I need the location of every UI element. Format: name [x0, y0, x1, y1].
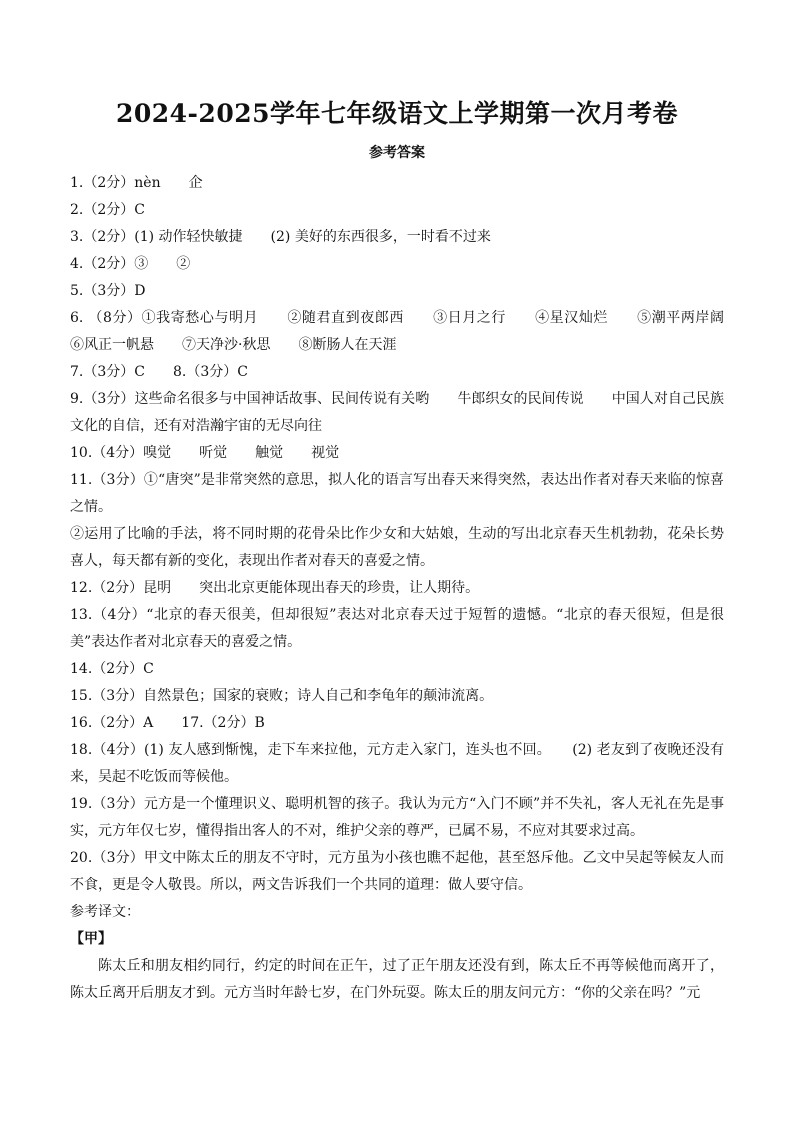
answer-5: 5.（3分）D [70, 283, 146, 299]
answer-16-17: 16.（2分）A 17.（2分）B [70, 715, 265, 731]
answer-18: 18.（4分）(1) 友人感到惭愧，走下车来拉他，元方走入家门，连头也不回。 (2) 老友到了夜晚还没有来，吴起不吃饭而等候他。 [70, 742, 724, 785]
answer-15: 15.（3分）自然景色；国家的衰败；诗人自己和李龟年的颠沛流离。 [70, 688, 494, 704]
answer-12: 12.（2分）昆明 突出北京更能体现出春天的珍贵，让人期待。 [70, 580, 480, 596]
answer-1: 1.（2分）nèn 企 [70, 175, 203, 191]
answer-14: 14.（2分）C [70, 661, 154, 677]
answer-19: 19.（3分）元方是一个懂理识义、聪明机智的孩子。我认为元方“入门不顾”并不失礼，客人无礼在先是事实，元方年仅七岁，懂得指出客人的不对，维护父亲的尊严，已属不易，不应对其要求过高。 [70, 796, 724, 839]
answer-9: 9.（3分）这些命名很多与中国神话故事、民间传说有关哟 牛郎织女的民间传说 中国人对自己民族文化的自信，还有对浩瀚宇宙的无尽向往 [70, 391, 724, 434]
answer-6: 6. （8分）①我寄愁心与明月 ②随君直到夜郎西 ③日月之行 ④星汉灿烂 ⑤潮平两岸阔 ⑥风正一帆悬 ⑦天净沙·秋思 ⑧断肠人在天涯 [70, 310, 752, 353]
translation-part-label: 【甲】 [70, 931, 112, 947]
answer-11-part1: 11.（3分）①“唐突”是非常突然的意思，拟人化的语言写出春天来得突然，表达出作者对春天来临的惊喜之情。 [70, 472, 724, 515]
answer-13: 13.（4分）“北京的春天很美，但却很短”表达对北京春天过于短暂的遗憾。“北京的春天很短，但是很美”表达作者对北京春天的喜爱之情。 [70, 607, 724, 650]
answer-2: 2.（2分）C [70, 202, 145, 218]
translation-paragraph: 陈太丘和朋友相约同行，约定的时间在正午，过了正午朋友还没有到，陈太丘不再等候他而离开了，陈太丘离开后朋友才到。元方当时年龄七岁，在门外玩耍。陈太丘的朋友问元方：“你的父亲在吗？”元 [70, 958, 724, 1001]
page-title: 2024-2025学年七年级语文上学期第一次月考卷 [115, 99, 679, 128]
answer-4: 4.（2分）③ ② [70, 256, 191, 272]
answer-20: 20.（3分）甲文中陈太丘的朋友不守时，元方虽为小孩也瞧不起他，甚至怒斥他。乙文中吴起等候友人而不食，更是令人敬畏。所以，两文告诉我们一个共同的道理：做人要守信。 [70, 850, 724, 893]
answer-7-8: 7.（3分）C 8.（3分）C [70, 364, 248, 380]
answer-11-part2: ②运用了比喻的手法，将不同时期的花骨朵比作少女和大姑娘，生动的写出北京春天生机勃勃，花朵长势喜人，每天都有新的变化，表现出作者对春天的喜爱之情。 [70, 526, 724, 569]
answer-10: 10.（4分）嗅觉 听觉 触觉 视觉 [70, 445, 340, 461]
answer-3: 3.（2分）(1) 动作轻快敏捷 (2) 美好的东西很多，一时看不过来 [70, 229, 491, 245]
page-subtitle: 参考答案 [369, 145, 425, 161]
translation-heading: 参考译文： [70, 904, 140, 920]
answer-list [70, 170, 752, 1007]
